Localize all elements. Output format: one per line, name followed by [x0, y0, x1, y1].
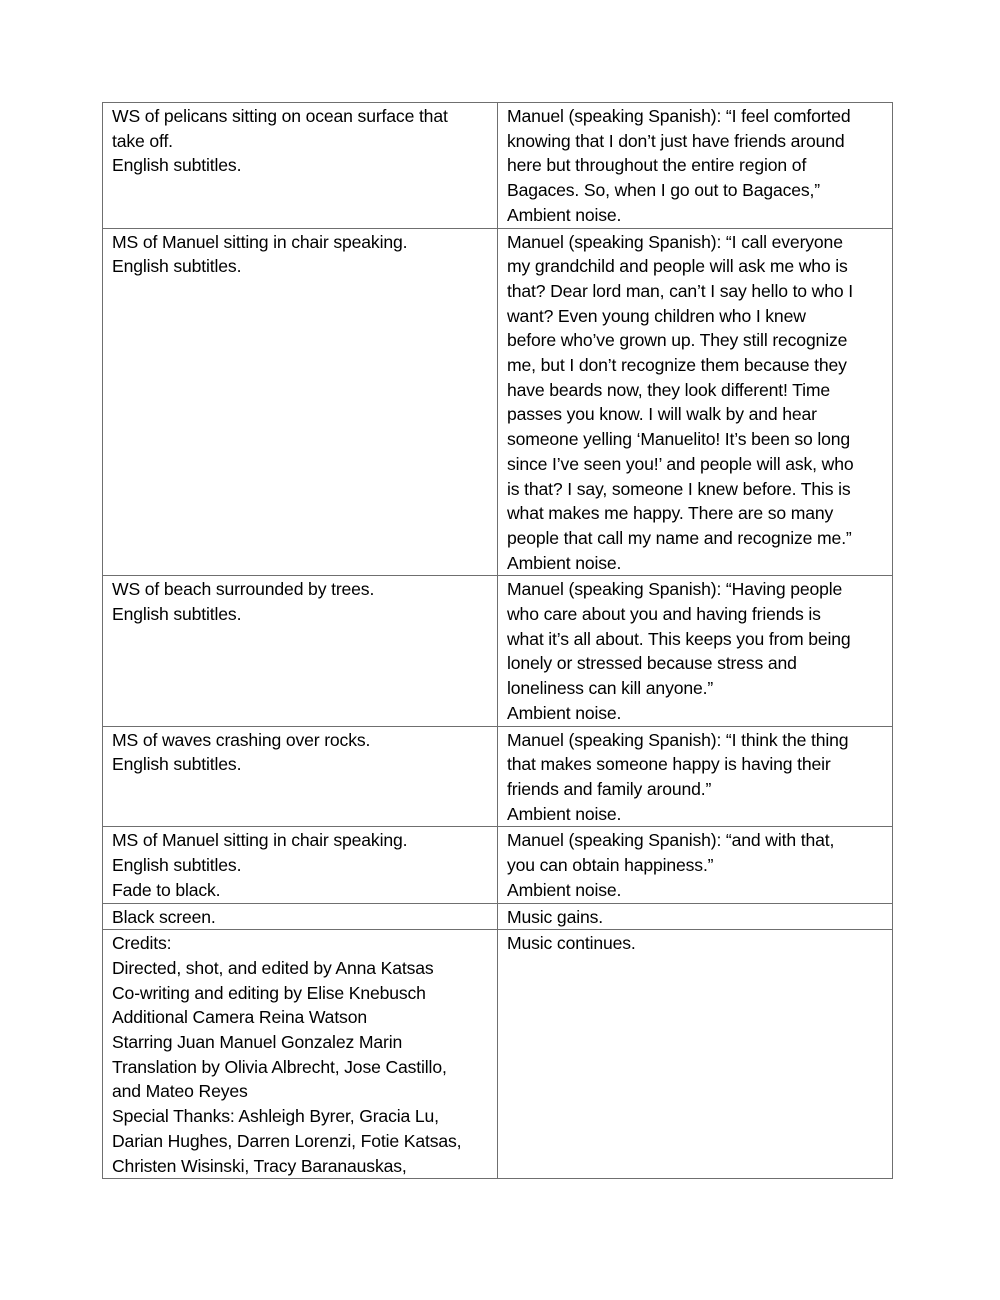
- credits-line: Christen Wisinski, Tracy Baranauskas,: [112, 1155, 407, 1176]
- audio-line: that makes someone happy is having their: [507, 754, 831, 775]
- video-line: English subtitles.: [112, 855, 242, 876]
- audio-cell: [498, 827, 893, 903]
- audio-line: Ambient noise.: [507, 879, 622, 900]
- audio-cell: [498, 576, 893, 726]
- audio-line: someone yelling ‘Manuelito! It’s been so long: [507, 429, 851, 450]
- table-row: [103, 103, 893, 229]
- audio-cell: [498, 903, 893, 930]
- audio-line: Ambient noise.: [507, 803, 622, 824]
- audio-cell: [498, 228, 893, 576]
- video-line: Fade to black.: [112, 879, 221, 900]
- video-line: English subtitles.: [112, 256, 242, 277]
- audio-line: Manuel (speaking Spanish): “I think the thing: [507, 729, 849, 750]
- table-row: [103, 827, 893, 903]
- script-table-body: [103, 103, 893, 1179]
- audio-line: since I’ve seen you!’ and people will ask, who: [507, 453, 854, 474]
- audio-line: who care about you and having friends is: [507, 604, 821, 625]
- video-line: English subtitles.: [112, 754, 242, 775]
- table-row: [103, 576, 893, 726]
- video-line: MS of Manuel sitting in chair speaking.: [112, 231, 408, 252]
- credits-line: Translation by Olivia Albrecht, Jose Castillo,: [112, 1056, 447, 1077]
- credits-line: Starring Juan Manuel Gonzalez Marin: [112, 1032, 403, 1053]
- video-cell: [103, 827, 498, 903]
- audio-line: me, but I don’t recognize them because they: [507, 355, 847, 376]
- audio-line: Manuel (speaking Spanish): “and with that,: [507, 830, 835, 851]
- table-row: [103, 726, 893, 827]
- video-cell: [103, 228, 498, 576]
- audio-line: Bagaces. So, when I go out to Bagaces,”: [507, 180, 820, 201]
- credits-line: Special Thanks: Ashleigh Byrer, Gracia Lu,: [112, 1106, 439, 1127]
- credits-line: and Mateo Reyes: [112, 1081, 248, 1102]
- audio-line: loneliness can kill anyone.”: [507, 678, 714, 699]
- table-row: [103, 228, 893, 576]
- table-row: [103, 903, 893, 930]
- audio-line: what makes me happy. There are so many: [507, 503, 834, 524]
- audio-line: friends and family around.”: [507, 778, 712, 799]
- credits-heading: Credits:: [112, 933, 172, 954]
- video-cell: [103, 726, 498, 827]
- audio-line: passes you know. I will walk by and hear: [507, 404, 817, 425]
- credits-line: Co-writing and editing by Elise Knebusch: [112, 982, 426, 1003]
- audio-cell: [498, 930, 893, 1179]
- audio-line: lonely or stressed because stress and: [507, 653, 797, 674]
- video-line: English subtitles.: [112, 604, 242, 625]
- audio-line: you can obtain happiness.”: [507, 855, 714, 876]
- video-line: WS of beach surrounded by trees.: [112, 579, 375, 600]
- video-line: MS of waves crashing over rocks.: [112, 729, 371, 750]
- audio-line: knowing that I don’t just have friends around: [507, 130, 845, 151]
- audio-line: my grandchild and people will ask me who is: [507, 256, 848, 277]
- audio-line: Ambient noise.: [507, 204, 622, 225]
- video-cell: [103, 103, 498, 229]
- audio-cell: [498, 103, 893, 229]
- audio-line: have beards now, they look different! Time: [507, 379, 830, 400]
- audio-line: Manuel (speaking Spanish): “I call everyone: [507, 231, 843, 252]
- audio-line: Music continues.: [507, 933, 636, 954]
- audio-line: here but throughout the entire region of: [507, 155, 807, 176]
- audio-line: is that? I say, someone I knew before. This is: [507, 478, 851, 499]
- video-cell: [103, 576, 498, 726]
- credits-line: Additional Camera Reina Watson: [112, 1007, 367, 1028]
- video-line: WS of pelicans sitting on ocean surface that: [112, 106, 448, 126]
- audio-line: people that call my name and recognize me.”: [507, 527, 852, 548]
- script-table: [102, 102, 893, 1179]
- table-row: [103, 930, 893, 1179]
- audio-line: Ambient noise.: [507, 552, 622, 573]
- audio-cell: [498, 726, 893, 827]
- video-line: Black screen.: [112, 906, 216, 927]
- audio-line: Manuel (speaking Spanish): “I feel comforted: [507, 106, 851, 126]
- audio-line: Ambient noise.: [507, 702, 622, 723]
- audio-line: Music gains.: [507, 906, 603, 927]
- video-cell: [103, 903, 498, 930]
- audio-line: want? Even young children who I knew: [507, 305, 806, 326]
- video-line: MS of Manuel sitting in chair speaking.: [112, 830, 408, 851]
- audio-line: before who’ve grown up. They still recognize: [507, 330, 848, 351]
- credits-line: Directed, shot, and edited by Anna Katsas: [112, 957, 434, 978]
- audio-line: that? Dear lord man, can’t I say hello to who I: [507, 280, 853, 301]
- video-line: English subtitles.: [112, 155, 242, 176]
- credits-line: Darian Hughes, Darren Lorenzi, Fotie Katsas,: [112, 1130, 462, 1151]
- audio-line: what it’s all about. This keeps you from being: [507, 628, 851, 649]
- audio-line: Manuel (speaking Spanish): “Having people: [507, 579, 843, 600]
- video-line: take off.: [112, 130, 173, 151]
- credits-cell: [103, 930, 498, 1179]
